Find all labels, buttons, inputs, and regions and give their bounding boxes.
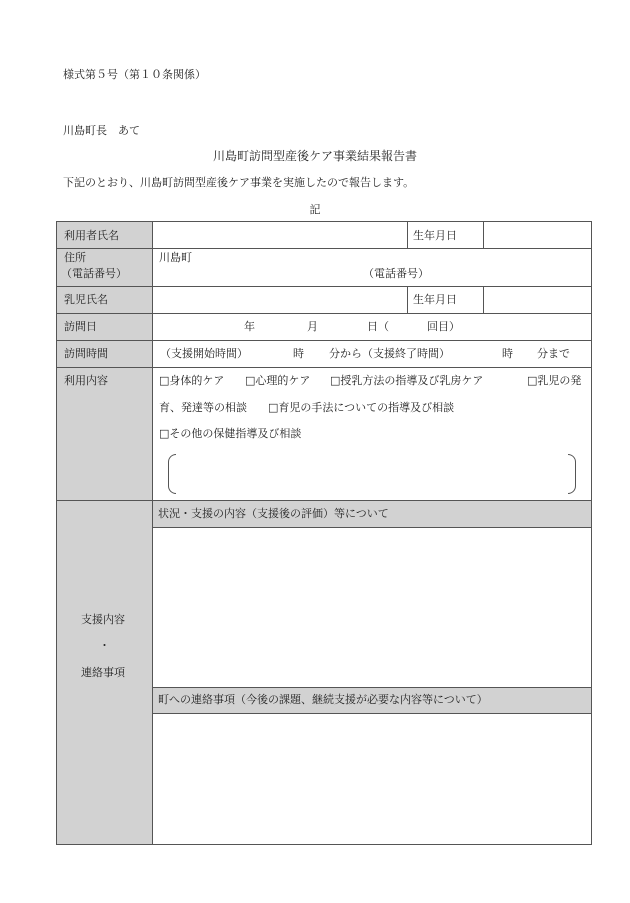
contact-items-label: 連絡事項	[81, 666, 125, 679]
visit-year: 年	[244, 320, 255, 333]
visit-date-label: 訪問日	[64, 320, 97, 333]
phone-label-sub: （電話番号）	[61, 267, 127, 280]
start-minute-end-label: 分から（支援終了時間）	[329, 347, 450, 360]
infant-birthdate-field[interactable]	[484, 287, 591, 313]
addressee: 川島町長 あて	[63, 124, 140, 137]
birthdate-label: 生年月日	[413, 229, 457, 242]
end-minute: 分まで	[537, 347, 570, 360]
user-name-label: 利用者氏名	[64, 229, 119, 242]
row-divider	[57, 340, 591, 341]
address-label: 住所	[64, 251, 86, 264]
column-divider	[407, 222, 408, 248]
visit-count: 回目）	[427, 320, 460, 333]
visit-time-label: 訪問時間	[64, 347, 108, 360]
situation-field[interactable]	[153, 528, 591, 687]
start-hour: 時	[293, 347, 304, 360]
support-start-label: （支援開始時間）	[160, 347, 248, 360]
address-value: 川島町	[159, 251, 192, 264]
intro-text: 下記のとおり、川島町訪問型産後ケア事業を実施したので報告します。	[63, 176, 415, 189]
report-form	[56, 221, 592, 845]
visit-day: 日（	[367, 320, 389, 333]
column-divider	[407, 286, 408, 313]
option-mental-care[interactable]: □心理的ケア	[245, 374, 311, 387]
end-hour: 時	[502, 347, 513, 360]
row-divider	[57, 367, 591, 368]
option-infant-development[interactable]: □乳児の発	[527, 374, 582, 387]
row-divider	[57, 500, 591, 501]
option-parenting-guidance[interactable]: □育児の手法についての指導及び相談	[268, 401, 455, 414]
option-feeding-guidance[interactable]: □授乳方法の指導及び乳房ケア	[330, 374, 484, 387]
ki-heading: 記	[309, 203, 321, 216]
user-name-field[interactable]	[153, 223, 407, 248]
infant-name-field[interactable]	[153, 287, 407, 313]
option-infant-development-cont: 育、発達等の相談	[159, 401, 247, 414]
bracket-right	[568, 454, 576, 494]
town-contact-field[interactable]	[153, 714, 591, 844]
infant-birthdate-label: 生年月日	[413, 293, 457, 306]
infant-name-label: 乳児氏名	[64, 293, 108, 306]
row-divider	[152, 687, 591, 688]
support-content-label: 支援内容	[81, 613, 125, 626]
option-physical-care[interactable]: □身体的ケア	[159, 374, 225, 387]
town-contact-header: 町への連絡事項（今後の課題、継続支援が必要な内容等について）	[158, 693, 488, 706]
row-divider	[57, 313, 591, 314]
support-label-dot: ・	[99, 639, 110, 652]
usage-label: 利用内容	[64, 374, 108, 387]
visit-month: 月	[307, 320, 318, 333]
form-number: 様式第５号（第１０条関係）	[63, 68, 206, 81]
birthdate-field[interactable]	[484, 223, 591, 248]
option-other-guidance[interactable]: □その他の保健指導及び相談	[159, 427, 302, 440]
document-title: 川島町訪問型産後ケア事業結果報告書	[212, 149, 417, 163]
other-details-field[interactable]	[177, 454, 567, 494]
situation-header: 状況・支援の内容（支援後の評価）等について	[158, 507, 389, 520]
phone-label: （電話番号）	[363, 267, 429, 280]
bracket-left	[168, 454, 176, 494]
